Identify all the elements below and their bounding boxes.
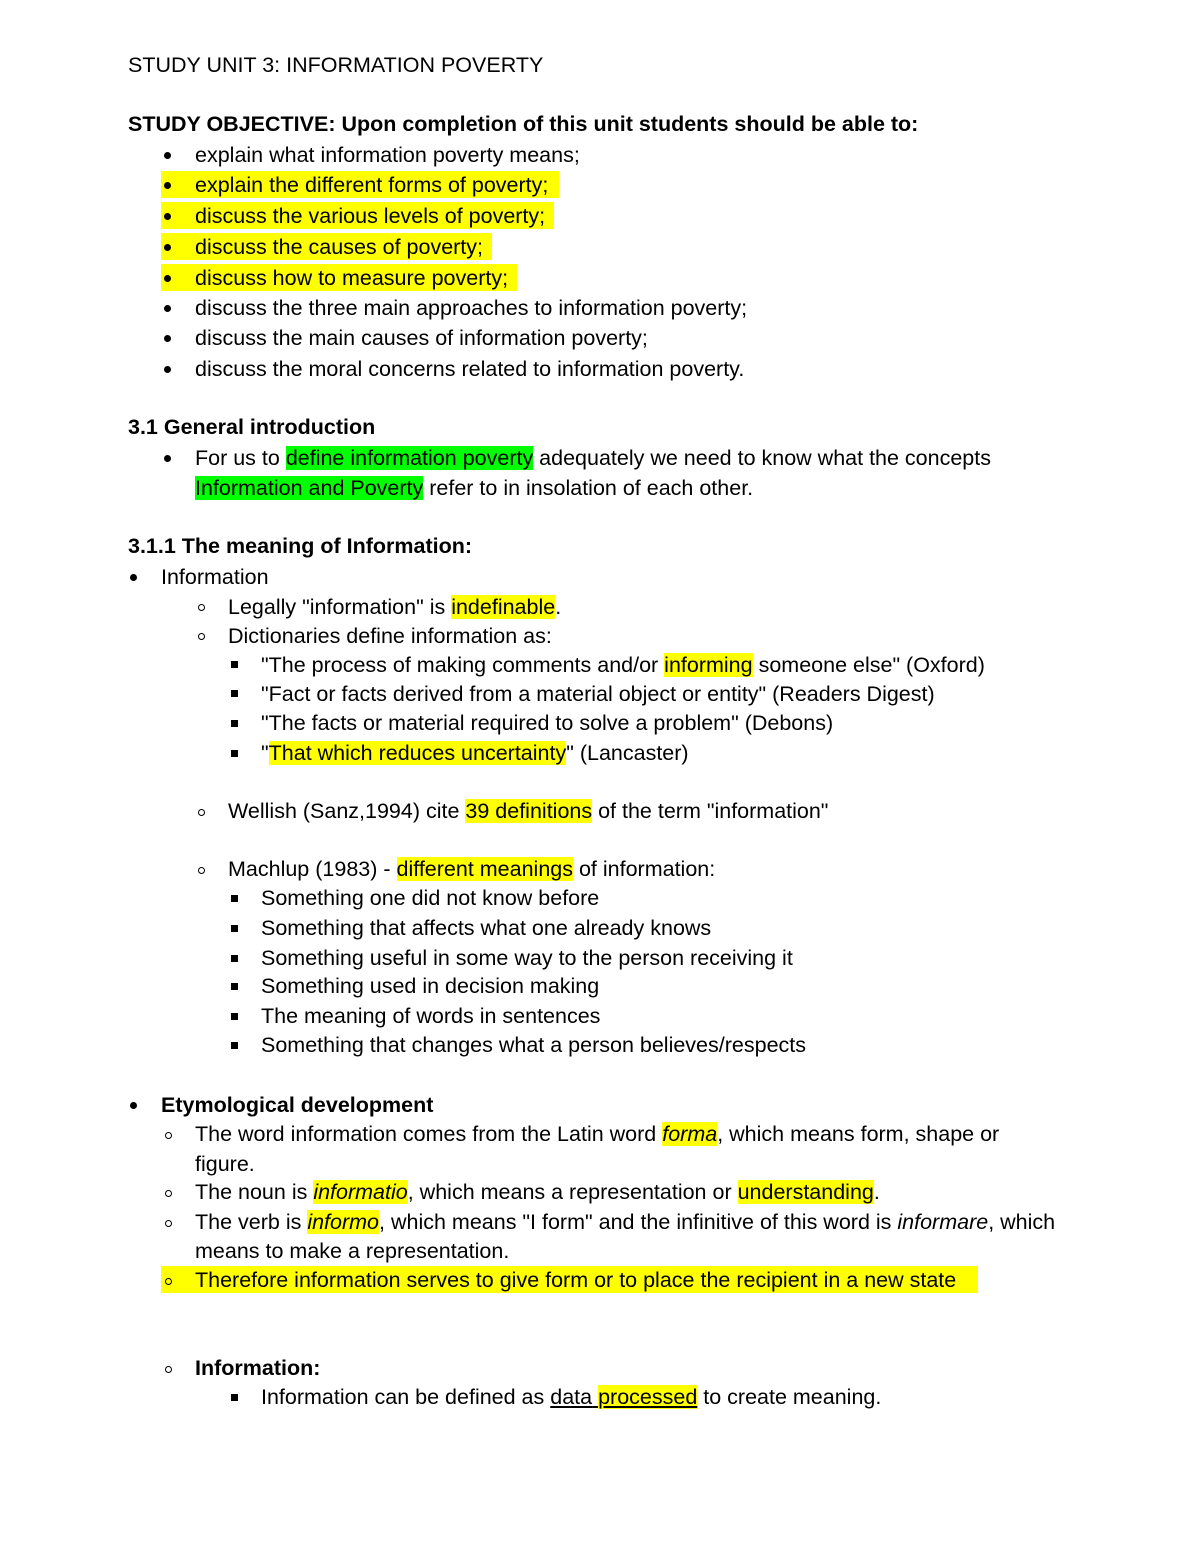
- square-bullet-icon: [231, 720, 238, 727]
- definition-item: [261, 739, 689, 767]
- machlup-item: Something useful in some way to the person receiving it: [261, 946, 793, 970]
- list-item: [228, 593, 561, 621]
- square-bullet-icon: [231, 1042, 238, 1049]
- definition-item: "The facts or material required to solve a problem" (Debons): [261, 711, 834, 735]
- highlighted-text: informatio: [313, 1180, 408, 1204]
- circle-bullet-icon: [165, 1278, 172, 1285]
- highlighted-text: informo: [307, 1210, 380, 1234]
- etymology-item: [195, 1208, 1055, 1236]
- etymology-heading: Etymological development: [161, 1093, 434, 1117]
- text: of information:: [573, 857, 716, 881]
- circle-bullet-icon: [198, 809, 205, 816]
- square-bullet-icon: [231, 1013, 238, 1020]
- circle-bullet-icon: [165, 1132, 172, 1139]
- highlighted-text: That which reduces uncertainty: [268, 741, 567, 765]
- section-heading: 3.1 General introduction: [128, 415, 376, 439]
- highlighted-text: understanding: [737, 1180, 874, 1204]
- text: adequately we need to know what the concepts: [533, 446, 991, 470]
- text: For us to: [195, 446, 286, 470]
- square-bullet-icon: [231, 661, 238, 668]
- etymology-item: [195, 1120, 999, 1148]
- text: refer to in insolation of each other.: [423, 476, 754, 500]
- etymology-item: [195, 1178, 880, 1206]
- text: Information can be defined as: [261, 1385, 551, 1409]
- information-heading: Information:: [195, 1356, 321, 1380]
- bullet-icon: [164, 244, 171, 251]
- highlighted-text: processed: [598, 1385, 698, 1409]
- text: Legally "information" is: [228, 595, 452, 619]
- bullet-icon: [130, 574, 137, 581]
- circle-bullet-icon: [165, 1220, 172, 1227]
- text: , which: [988, 1210, 1056, 1234]
- objective-item: discuss the main causes of information poverty;: [195, 326, 648, 350]
- circle-bullet-icon: [165, 1190, 172, 1197]
- bullet-icon: [164, 152, 171, 159]
- bullet-icon: [164, 455, 171, 462]
- italic-text: informare: [897, 1210, 989, 1234]
- definition-item: [261, 651, 985, 679]
- square-bullet-icon: [231, 1394, 238, 1401]
- etymology-conclusion: Therefore information serves to give form or to place the recipient in a new state: [195, 1268, 957, 1292]
- machlup-item: Something used in decision making: [261, 974, 600, 998]
- text: ": [261, 741, 269, 765]
- square-bullet-icon: [231, 895, 238, 902]
- square-bullet-icon: [231, 750, 238, 757]
- etymology-item-continued: figure.: [195, 1152, 255, 1176]
- objective-item: discuss the causes of poverty;: [195, 235, 484, 259]
- highlighted-text: Information and Poverty: [195, 476, 424, 500]
- definition-item: "Fact or facts derived from a material object or entity" (Readers Digest): [261, 682, 935, 706]
- square-bullet-icon: [231, 690, 238, 697]
- highlighted-text: define information poverty: [285, 446, 534, 470]
- machlup-item: Something that affects what one already knows: [261, 916, 712, 940]
- bullet-icon: [164, 182, 171, 189]
- list-item: Information: [161, 565, 269, 589]
- square-bullet-icon: [231, 955, 238, 962]
- intro-paragraph-line: [195, 444, 991, 472]
- highlighted-text: 39 definitions: [465, 799, 593, 823]
- text: , which means "I form" and the infinitive of this word is: [379, 1210, 898, 1234]
- section-heading: 3.1.1 The meaning of Information:: [128, 534, 473, 558]
- bullet-icon: [164, 213, 171, 220]
- bullet-icon: [164, 366, 171, 373]
- machlup-item: Something that changes what a person believes/respects: [261, 1033, 806, 1057]
- bullet-icon: [164, 335, 171, 342]
- objective-item: explain what information poverty means;: [195, 143, 580, 167]
- page-title: STUDY UNIT 3: INFORMATION POVERTY: [128, 53, 544, 77]
- text: .: [555, 595, 562, 619]
- text: , which means form, shape or: [717, 1122, 1000, 1146]
- circle-bullet-icon: [198, 867, 205, 874]
- highlighted-text: informing: [664, 653, 753, 677]
- objective-item: explain the different forms of poverty;: [195, 173, 549, 197]
- text: to create meaning.: [697, 1385, 882, 1409]
- underlined-text: data: [550, 1385, 593, 1409]
- highlighted-text: forma: [662, 1122, 718, 1146]
- bullet-icon: [164, 305, 171, 312]
- text: Machlup (1983) -: [228, 857, 397, 881]
- text: Wellish (Sanz,1994) cite: [228, 799, 466, 823]
- intro-paragraph-line: [195, 474, 753, 502]
- list-item: [228, 855, 715, 883]
- text: " (Lancaster): [566, 741, 689, 765]
- circle-bullet-icon: [198, 604, 205, 611]
- objective-heading: STUDY OBJECTIVE: Upon completion of this unit students should be able to:: [128, 112, 919, 136]
- bullet-icon: [164, 275, 171, 282]
- objective-item: discuss the three main approaches to information poverty;: [195, 296, 748, 320]
- text: of the term "information": [592, 799, 829, 823]
- square-bullet-icon: [231, 983, 238, 990]
- objective-item: discuss the various levels of poverty;: [195, 204, 546, 228]
- machlup-item: Something one did not know before: [261, 886, 600, 910]
- bullet-icon: [130, 1102, 137, 1109]
- etymology-item-continued: means to make a representation.: [195, 1239, 510, 1263]
- highlighted-text: different meanings: [396, 857, 573, 881]
- information-definition: [261, 1383, 881, 1411]
- text: The verb is: [195, 1210, 308, 1234]
- text: , which means a representation or: [407, 1180, 738, 1204]
- list-item: Dictionaries define information as:: [228, 624, 552, 648]
- text: The word information comes from the Latin word: [195, 1122, 663, 1146]
- circle-bullet-icon: [198, 633, 205, 640]
- square-bullet-icon: [231, 925, 238, 932]
- text: .: [873, 1180, 880, 1204]
- text: "The process of making comments and/or: [261, 653, 665, 677]
- text: someone else" (Oxford): [752, 653, 985, 677]
- machlup-item: The meaning of words in sentences: [261, 1004, 601, 1028]
- highlighted-text: indefinable: [451, 595, 556, 619]
- objective-item: discuss how to measure poverty;: [195, 266, 509, 290]
- list-item: [228, 797, 828, 825]
- text: The noun is: [195, 1180, 314, 1204]
- circle-bullet-icon: [165, 1366, 172, 1373]
- objective-item: discuss the moral concerns related to information poverty.: [195, 357, 745, 381]
